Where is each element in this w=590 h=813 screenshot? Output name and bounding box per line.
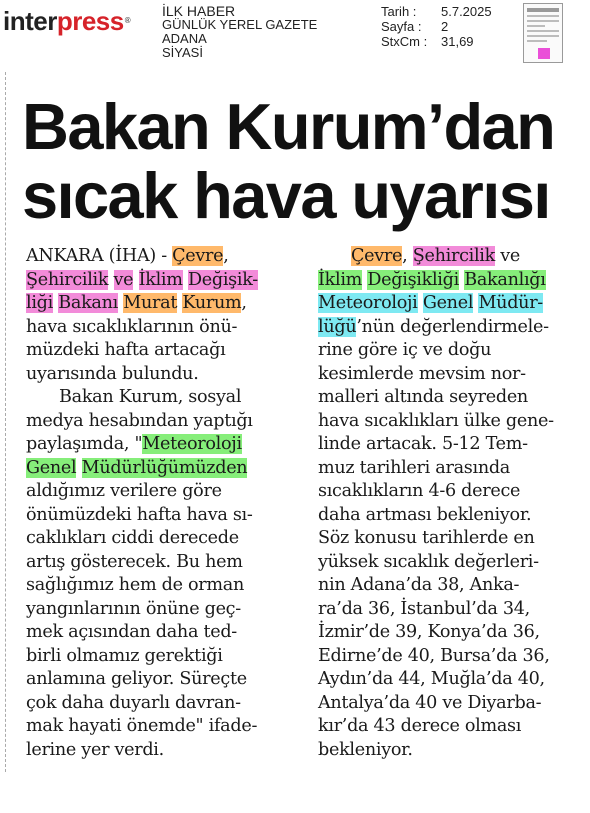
highlighted-term: Müdürlüğümüzden xyxy=(81,457,248,478)
text-line xyxy=(318,715,580,739)
text-line xyxy=(318,316,580,340)
text-run: uyarısında bulundu. xyxy=(26,363,199,384)
text-line xyxy=(26,339,288,363)
text-run: , xyxy=(241,293,247,313)
text-line xyxy=(318,480,580,504)
publication-name: İLK HABER xyxy=(162,3,236,19)
text-line xyxy=(318,551,580,575)
text-line xyxy=(26,527,288,551)
stxcm-label: StxCm : xyxy=(381,34,428,49)
highlighted-term: Çevre xyxy=(351,246,403,266)
text-line xyxy=(318,645,580,669)
text-run: kesimlerde mevsim nor- xyxy=(318,363,526,384)
text-line xyxy=(318,598,580,622)
interpress-logo: interpress® xyxy=(3,6,131,36)
headline-line-2: sıcak hava uyarısı xyxy=(22,159,550,232)
date-row xyxy=(381,4,492,19)
left-margin-dashed-line xyxy=(5,72,6,772)
headline-line-1: Bakan Kurum’dan xyxy=(22,90,555,163)
highlighted-term: İklim xyxy=(138,269,183,290)
article-column-1 xyxy=(26,245,288,762)
highlighted-term: Meteoroloji xyxy=(142,434,242,454)
publication-section: SİYASİ xyxy=(162,45,203,60)
text-line xyxy=(318,245,580,269)
article-location-marker xyxy=(538,48,550,59)
text-run: önümüzdeki hafta hava sı- xyxy=(26,504,253,525)
text-line xyxy=(26,598,288,622)
text-line xyxy=(318,292,580,316)
text-line xyxy=(26,574,288,598)
text-line xyxy=(26,715,288,739)
text-line xyxy=(26,269,288,293)
text-line xyxy=(318,339,580,363)
highlighted-term: liği xyxy=(26,293,53,313)
text-line xyxy=(26,433,288,457)
highlighted-term: Genel xyxy=(26,457,77,478)
text-line xyxy=(318,621,580,645)
publication-type: GÜNLÜK YEREL GAZETE xyxy=(162,17,318,32)
text-line xyxy=(26,551,288,575)
text-run: lerine yer verdi. xyxy=(26,739,164,760)
text-line xyxy=(26,739,288,763)
highlighted-term: lüğü xyxy=(318,316,357,337)
text-line xyxy=(318,457,580,481)
clipping-identifiers xyxy=(381,4,492,49)
text-run: hava sıcaklıklarının önü- xyxy=(26,316,238,337)
text-line xyxy=(26,457,288,481)
text-line xyxy=(318,574,580,598)
text-line xyxy=(26,692,288,716)
text-run: çok daha duyarlı davran- xyxy=(26,692,241,713)
text-run: yüksek sıcaklık değerleri- xyxy=(318,551,539,572)
article-column-2 xyxy=(318,245,580,762)
text-run: yangınlarının önüne geç- xyxy=(26,598,241,619)
text-run xyxy=(76,458,81,478)
text-line xyxy=(318,668,580,692)
text-run: bekleniyor. xyxy=(318,739,413,760)
text-line xyxy=(26,621,288,645)
text-line xyxy=(318,363,580,387)
text-line xyxy=(318,504,580,528)
text-line xyxy=(26,245,288,269)
text-run: paylaşımda, " xyxy=(26,434,143,454)
text-run: aldığımız verilere göre xyxy=(26,481,222,501)
highlighted-term: İklim xyxy=(318,269,363,290)
highlighted-term: Müdür- xyxy=(478,293,543,313)
text-line xyxy=(26,410,288,434)
text-line xyxy=(26,363,288,387)
stxcm-row xyxy=(381,34,492,49)
highlighted-term: Genel xyxy=(422,293,474,313)
text-run: mek açısından daha ted- xyxy=(26,622,237,642)
highlighted-term: Bakanlığı xyxy=(464,269,546,290)
text-run: linde artacak. 5-12 Tem- xyxy=(318,434,528,454)
text-run: medya hesabından yaptığı xyxy=(26,410,253,431)
text-run: kır’da 43 derece olması xyxy=(318,716,522,736)
text-run: nin Adana’da 38, Anka- xyxy=(318,575,520,595)
text-run: sağlığımız hem de orman xyxy=(26,575,244,595)
stxcm-value: 31,69 xyxy=(441,34,474,49)
text-run: malleri altında seyreden xyxy=(318,387,528,407)
text-run xyxy=(133,270,138,290)
page-row xyxy=(381,19,492,34)
text-run: artış gösterecek. Bu hem xyxy=(26,551,243,572)
publication-info xyxy=(162,4,317,60)
text-run: caklıkları ciddi derecede xyxy=(26,528,239,548)
text-run: anlamına geliyor. Süreçte xyxy=(26,669,247,689)
highlighted-term: Değişikliği xyxy=(367,269,459,290)
text-run: daha artması bekleniyor. xyxy=(318,504,532,525)
highlighted-term: Çevre xyxy=(172,246,224,266)
page-label: Sayfa : xyxy=(381,19,422,34)
text-run: muz tarihleri arasında xyxy=(318,457,511,478)
text-line xyxy=(318,386,580,410)
text-run: ra’da 36, İstanbul’da 34, xyxy=(318,598,530,619)
text-run: ve xyxy=(494,246,521,266)
highlighted-term: Meteoroloji xyxy=(318,293,418,313)
highlighted-term: Murat xyxy=(123,293,178,313)
text-run: ’nün değerlendirmele- xyxy=(356,316,549,337)
headline xyxy=(22,92,582,230)
highlighted-term: Şehircilik xyxy=(412,246,495,266)
page-thumbnail[interactable] xyxy=(523,3,563,63)
text-line xyxy=(26,645,288,669)
text-run: , xyxy=(223,246,229,266)
text-line xyxy=(26,292,288,316)
text-run: Söz konusu tarihlerde en xyxy=(318,528,535,548)
text-line xyxy=(26,504,288,528)
text-line xyxy=(318,410,580,434)
text-run: sıcaklıkların 4-6 derece xyxy=(318,481,521,501)
text-run: mak hayati önemde" ifade- xyxy=(26,716,258,736)
highlighted-term: Şehircilik xyxy=(26,269,109,290)
highlighted-term: ve xyxy=(113,269,134,290)
text-line xyxy=(26,668,288,692)
text-run: ANKARA (İHA) - xyxy=(26,246,173,266)
text-run: İzmir’de 39, Konya’da 36, xyxy=(318,622,540,642)
text-line xyxy=(26,386,288,410)
page-value: 2 xyxy=(441,19,449,34)
text-run: rine göre iç ve doğu xyxy=(318,340,492,360)
text-run: , xyxy=(402,246,413,266)
text-line xyxy=(318,739,580,763)
text-run: birli olmamız gerektiği xyxy=(26,645,223,666)
text-run xyxy=(108,270,113,290)
text-line xyxy=(26,480,288,504)
text-line xyxy=(318,269,580,293)
date-label: Tarih : xyxy=(381,4,417,19)
text-line xyxy=(318,692,580,716)
text-line xyxy=(26,316,288,340)
text-line xyxy=(318,527,580,551)
text-run: Bakan Kurum, sosyal xyxy=(59,387,242,407)
text-run: müzdeki hafta artacağı xyxy=(26,340,226,360)
highlighted-term: Kurum xyxy=(182,293,242,313)
text-run: Edirne’de 40, Bursa’da 36, xyxy=(318,645,550,666)
text-run: hava sıcaklıkları ülke gene- xyxy=(318,410,554,431)
text-run: Aydın’da 44, Muğla’da 40, xyxy=(318,669,545,689)
highlighted-term: Değişik- xyxy=(187,269,258,290)
text-line xyxy=(318,433,580,457)
publication-city: ADANA xyxy=(162,31,207,46)
text-run: Antalya’da 40 ve Diyarba- xyxy=(318,692,542,713)
date-value: 5.7.2025 xyxy=(441,4,492,19)
highlighted-term: Bakanı xyxy=(58,293,118,313)
